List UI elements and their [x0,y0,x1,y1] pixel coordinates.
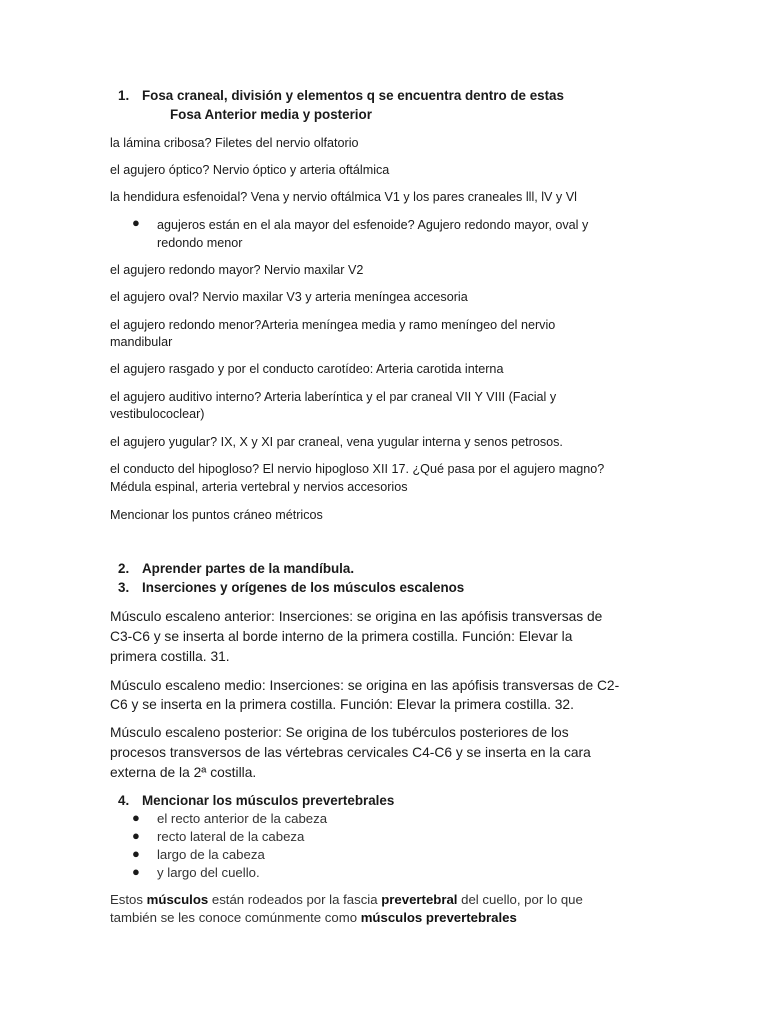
paragraph-line: procesos transversos de las vértebras cervicales C4-C6 y se inserta en la cara [110,745,591,760]
section-2-number: 2. [118,561,130,576]
paragraph-line: C3-C6 y se inserta al borde interno de la primera costilla. Función: Elevar la [110,629,573,644]
section-4-title: Mencionar los músculos prevertebrales [142,793,395,808]
list-item: largo de la cabeza [157,847,265,862]
paragraph-line: Músculo escaleno medio: Inserciones: se origina en las apófisis transversas de C2- [110,678,620,693]
text-line: el agujero auditivo interno? Arteria laberíntica y el par craneal VII Y VIII (Facial y [110,390,557,404]
closing-paragraph-line-2: también se les conoce comúnmente como músculos prevertebrales [110,910,517,925]
text-line: el agujero yugular? IX, X y XI par craneal, vena yugular interna y senos petrosos. [110,435,563,449]
text-line: la hendidura esfenoidal? Vena y nervio oftálmica V1 y los pares craneales lll, lV y Vl [110,190,577,204]
section-3-title: Inserciones y orígenes de los músculos escalenos [142,580,465,595]
text-line: el agujero rasgado y por el conducto carotídeo: Arteria carotida interna [110,362,504,376]
bullet-icon: ● [132,828,140,843]
text-line: mandibular [110,335,173,349]
paragraph-line: primera costilla. 31. [110,649,230,664]
list-item: recto lateral de la cabeza [157,829,305,844]
list-item: y largo del cuello. [157,865,260,880]
bullet-text: redondo menor [157,236,243,250]
text-line: el conducto del hipogloso? El nervio hipogloso XII 17. ¿Qué pasa por el agujero magno? [110,462,605,476]
text-line: Mencionar los puntos cráneo métricos [110,508,323,522]
section-1-subtitle: Fosa Anterior media y posterior [170,107,372,122]
bullet-icon: ● [132,864,140,879]
paragraph-line: Músculo escaleno anterior: Inserciones: se origina en las apófisis transversas de [110,609,603,624]
text-line: el agujero óptico? Nervio óptico y arteria oftálmica [110,163,390,177]
bullet-icon: ● [132,810,140,825]
bullet-icon: ● [132,215,140,230]
paragraph-line: externa de la 2ª costilla. [110,765,257,780]
bullet-text: agujeros están en el ala mayor del esfenoide? Agujero redondo mayor, oval y [157,218,589,232]
text-line: el agujero redondo menor?Arteria meníngea media y ramo meníngeo del nervio [110,318,556,332]
text-line: el agujero oval? Nervio maxilar V3 y arteria meníngea accesoria [110,290,468,304]
section-1-title: Fosa craneal, división y elementos q se encuentra dentro de estas [142,88,564,103]
section-1-number: 1. [118,88,130,103]
section-2-title: Aprender partes de la mandíbula. [142,561,355,576]
text-line: el agujero redondo mayor? Nervio maxilar V2 [110,263,364,277]
section-3-number: 3. [118,580,130,595]
bullet-icon: ● [132,846,140,861]
text-line: la lámina cribosa? Filetes del nervio olfatorio [110,136,359,150]
text-line: Médula espinal, arteria vertebral y nervios accesorios [110,480,408,494]
paragraph-line: C6 y se inserta en la primera costilla. Función: Elevar la primera costilla. 32. [110,697,574,712]
closing-paragraph-line-1: Estos músculos están rodeados por la fascia prevertebral del cuello, por lo que [110,892,583,907]
section-4-number: 4. [118,793,130,808]
list-item: el recto anterior de la cabeza [157,811,328,826]
paragraph-line: Músculo escaleno posterior: Se origina de los tubérculos posteriores de los [110,725,569,740]
text-line: vestibulococlear) [110,407,205,421]
